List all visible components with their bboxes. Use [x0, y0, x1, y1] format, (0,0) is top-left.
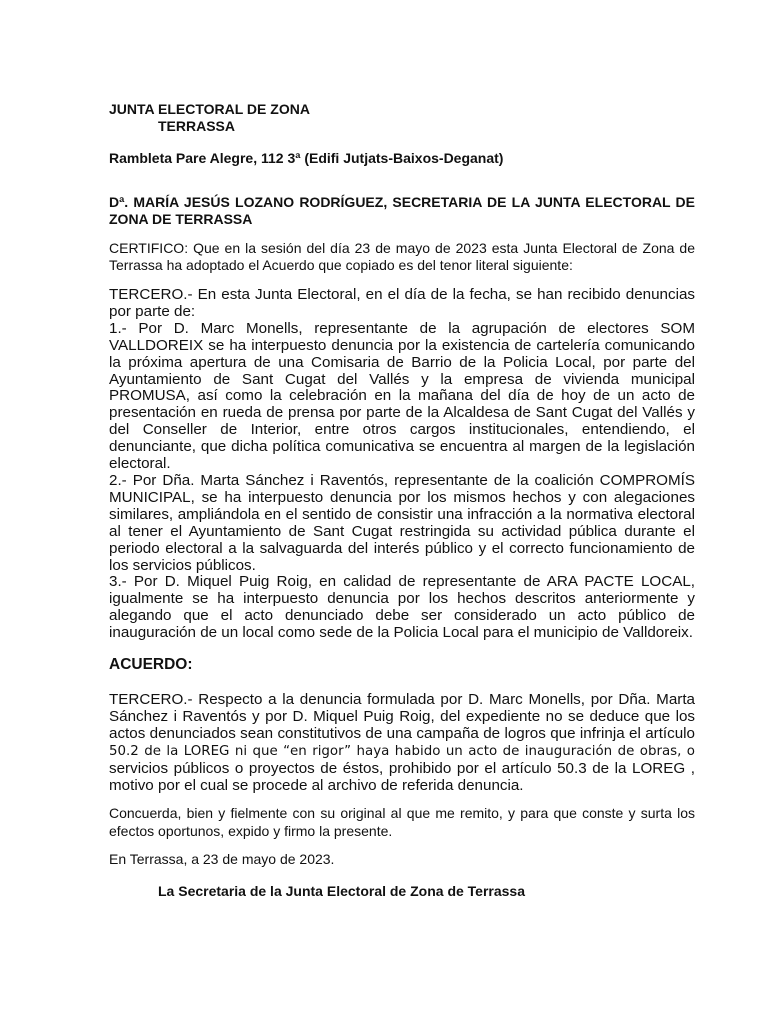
- complaint-item-1: 1.- Por D. Marc Monells, representante de la agrupación de electores SOM VALLDOREIX se ha interpuesto denuncia por la existencia de cartelería comunicando la próxima apertura de una Comisaria de Barrio de la Policia Local, por parte del Ayuntamiento de Sant Cugat del Vallés y la empresa de vivienda municipal PROMUSA, así como la celebración en la mañana del día de hoy de un acto de presentación en rueda de prensa por parte de la Alcaldesa de Sant Cugat del Vallés y del Conseller de Interior, entre otros cargos institucionales, entendiendo, el denunciante, que dicha política comunicativa se encuentra al margen de la legislación electoral.: [109, 319, 695, 473]
- header-subtitle: TERRASSA: [158, 118, 236, 134]
- header-title: JUNTA ELECTORAL DE ZONA: [109, 101, 310, 117]
- complaints-section: [109, 287, 695, 642]
- agreement-paragraph: [109, 691, 695, 795]
- signature-line: La Secretaria de la Junta Electoral de Zona de Terrassa: [158, 883, 526, 899]
- agreement-title: ACUERDO:: [109, 656, 193, 673]
- complaint-item-3: 3.- Por D. Miquel Puig Roig, en calidad de representante de ARA PACTE LOCAL, igualmente se ha interpuesto denuncia por los hechos descritos anteriormente y alegando que el acto denunciado debe ser considerado un acto público de inauguración de un local como sede de la Policia Local para el municipio de Valldoreix.: [109, 573, 695, 642]
- complaints-intro: TERCERO.- En esta Junta Electoral, en el día de la fecha, se han recibido denuncias por parte de:: [109, 286, 695, 320]
- certification-paragraph: CERTIFICO: Que en la sesión del día 23 de mayo de 2023 esta Junta Electoral de Zona de Terrassa ha adoptado el Acuerdo que copiado es del tenor literal siguiente:: [109, 240, 695, 273]
- date-line: En Terrassa, a 23 de mayo de 2023.: [109, 851, 335, 867]
- secretary-heading: Dª. MARÍA JESÚS LOZANO RODRÍGUEZ, SECRETARIA DE LA JUNTA ELECTORAL DE ZONA DE TERRASSA: [109, 194, 695, 227]
- agreement-text-part1: TERCERO.- Respecto a la denuncia formulada por D. Marc Monells, por Dña. Marta Sánchez i Raventós y por D. Miquel Puig Roig, del expediente no se deduce que los actos denunciados sean constitutivos de una campaña de logros que infrinja el artículo: [109, 691, 695, 743]
- address-line: Rambleta Pare Alegre, 112 3ª (Edifi Jutjats-Baixos-Deganat): [109, 150, 504, 166]
- closing-paragraph: Concuerda, bien y fielmente con su original al que me remito, y para que conste y surta los efectos oportunos, expido y firmo la presente.: [109, 805, 695, 839]
- complaint-item-2: 2.- Por Dña. Marta Sánchez i Raventós, representante de la coalición COMPROMÍS MUNICIPAL, se ha interpuesto denuncia por los mismos hechos y con alegaciones similares, ampliándola en el sentido de consistir una infracción a la normativa electoral al tener el Ayuntamiento de Sant Cugat restringida su actividad pública durante el periodo electoral a la salvaguarda del interés público y el correcto funcionamiento de los servicios públicos.: [109, 471, 695, 574]
- agreement-text-part2: 50.2 de la LOREG ni que “en rigor” haya habido un acto de inauguración de obras, o: [109, 744, 695, 760]
- agreement-text-part3: servicios públicos o proyectos de éstos, prohibido por el artículo 50.3 de la LOREG , motivo por el cual se procede al archivo de referida denuncia.: [109, 760, 695, 795]
- document-header: [109, 101, 695, 135]
